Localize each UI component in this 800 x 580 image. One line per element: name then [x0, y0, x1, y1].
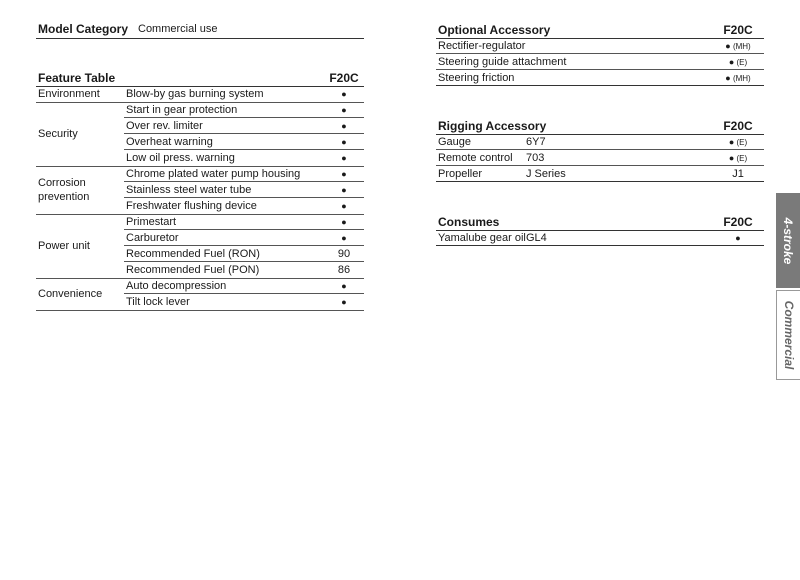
feature-value: ●: [341, 217, 347, 227]
row-value: [716, 70, 760, 87]
consumes-model: F20C: [723, 215, 753, 229]
feature-name: Recommended Fuel (PON): [126, 264, 260, 276]
model-category-value: Commercial use: [138, 23, 218, 35]
row-value-mark: ●: [728, 153, 735, 163]
feature-value: ●: [341, 153, 347, 163]
feature-row: [124, 118, 364, 134]
feature-value: ●: [341, 121, 347, 131]
row-code: J Series: [526, 168, 566, 180]
row-value-suffix: (MH): [730, 42, 751, 51]
feature-row: [124, 134, 364, 150]
feature-group-label: Power unit: [38, 240, 90, 252]
feature-row: [124, 102, 364, 118]
row-name: Remote control: [438, 152, 513, 164]
row-value-suffix: (MH): [730, 74, 751, 83]
feature-value: ●: [341, 137, 347, 147]
row-name: Yamalube gear oil: [438, 232, 526, 244]
row-name: Rectifier-regulator: [438, 40, 526, 52]
feature-row: [124, 230, 364, 246]
feature-value: ●: [341, 169, 347, 179]
rigging-accessory-model: F20C: [723, 119, 753, 133]
feature-name: Recommended Fuel (RON): [126, 248, 260, 260]
feature-row: [124, 246, 364, 262]
feature-row: [124, 278, 364, 294]
feature-value: ●: [341, 105, 347, 115]
feature-value: ●: [341, 89, 347, 99]
model-category-label: Model Category: [38, 22, 129, 36]
feature-name: Primestart: [126, 216, 177, 228]
rigging-accessory-title: Rigging Accessory: [438, 119, 547, 133]
row-name: Propeller: [438, 168, 483, 180]
row-value-mark: ●: [735, 233, 741, 243]
feature-group-label: Security: [38, 128, 78, 140]
feature-value: ●: [341, 201, 347, 211]
table-row: [436, 150, 764, 166]
consumes-title: Consumes: [438, 215, 500, 229]
row-value-suffix: (E): [734, 138, 748, 147]
feature-name: Over rev. limiter: [126, 120, 203, 132]
feature-group: [36, 166, 364, 215]
feature-value: 86: [337, 264, 351, 276]
feature-table-header: [36, 70, 364, 87]
row-value-mark: ●: [728, 57, 735, 67]
row-code: 703: [526, 152, 545, 164]
feature-row: [124, 214, 364, 230]
feature-row: [124, 86, 364, 102]
row-value-suffix: (E): [734, 154, 748, 163]
feature-row: [124, 166, 364, 182]
optional-accessory-title: Optional Accessory: [438, 23, 551, 37]
row-value: [716, 230, 760, 246]
row-code: 6Y7: [526, 136, 546, 148]
feature-name: Tilt lock lever: [126, 296, 190, 308]
model-category: [36, 22, 364, 39]
feature-group-label: Convenience: [38, 288, 103, 300]
feature-row: [124, 294, 364, 310]
row-code: GL4: [526, 232, 547, 244]
feature-name: Carburetor: [126, 232, 179, 244]
feature-group: [36, 86, 364, 103]
feature-row: [124, 198, 364, 214]
row-value-mark: ●: [728, 137, 735, 147]
feature-group: [36, 214, 364, 279]
feature-value: ●: [341, 297, 347, 307]
row-value: [716, 150, 760, 167]
feature-row: [124, 262, 364, 278]
feature-name: Stainless steel water tube: [126, 184, 252, 196]
feature-value: ●: [341, 233, 347, 243]
table-row: [436, 54, 764, 70]
feature-value: ●: [341, 185, 347, 195]
row-value: [716, 166, 760, 182]
tab-4-stroke[interactable]: [776, 193, 800, 288]
table-row: [436, 70, 764, 86]
consumes-header: [436, 214, 764, 231]
feature-group: [36, 278, 364, 311]
optional-accessory-model: F20C: [723, 23, 753, 37]
row-value-suffix: (E): [734, 58, 748, 67]
feature-name: Blow-by gas burning system: [126, 88, 264, 100]
feature-name: Low oil press. warning: [126, 152, 235, 164]
feature-name: Auto decompression: [126, 280, 227, 292]
feature-value: ●: [341, 281, 347, 291]
table-row: [436, 230, 764, 246]
feature-group-label: Corrosion prevention: [38, 177, 90, 203]
row-value: [716, 134, 760, 151]
table-row: [436, 134, 764, 150]
row-value: [716, 38, 760, 55]
tab-commercial-label: Commercial: [782, 300, 796, 370]
feature-value: 90: [337, 248, 351, 260]
feature-table-model: F20C: [329, 71, 359, 85]
row-value-mark: J1: [732, 168, 744, 180]
row-name: Steering friction: [438, 72, 515, 84]
table-row: [436, 38, 764, 54]
rigging-accessory-header: [436, 118, 764, 135]
feature-row: [124, 182, 364, 198]
row-value-mark: ●: [725, 73, 731, 83]
feature-name: Start in gear protection: [126, 104, 238, 116]
feature-name: Overheat warning: [126, 136, 213, 148]
optional-accessory-header: [436, 22, 764, 39]
row-value-mark: ●: [725, 41, 731, 51]
feature-group-label: Environment: [38, 88, 100, 100]
row-name: Gauge: [438, 136, 472, 148]
feature-row: [124, 150, 364, 166]
row-name: Steering guide attachment: [438, 56, 567, 68]
tab-commercial[interactable]: [776, 290, 800, 380]
feature-group: [36, 102, 364, 167]
table-row: [436, 166, 764, 182]
feature-table-title: Feature Table: [38, 71, 116, 85]
tab-4-stroke-label: 4-stroke: [781, 217, 795, 264]
feature-name: Chrome plated water pump housing: [126, 168, 301, 180]
feature-name: Freshwater flushing device: [126, 200, 257, 212]
row-value: [716, 54, 760, 71]
